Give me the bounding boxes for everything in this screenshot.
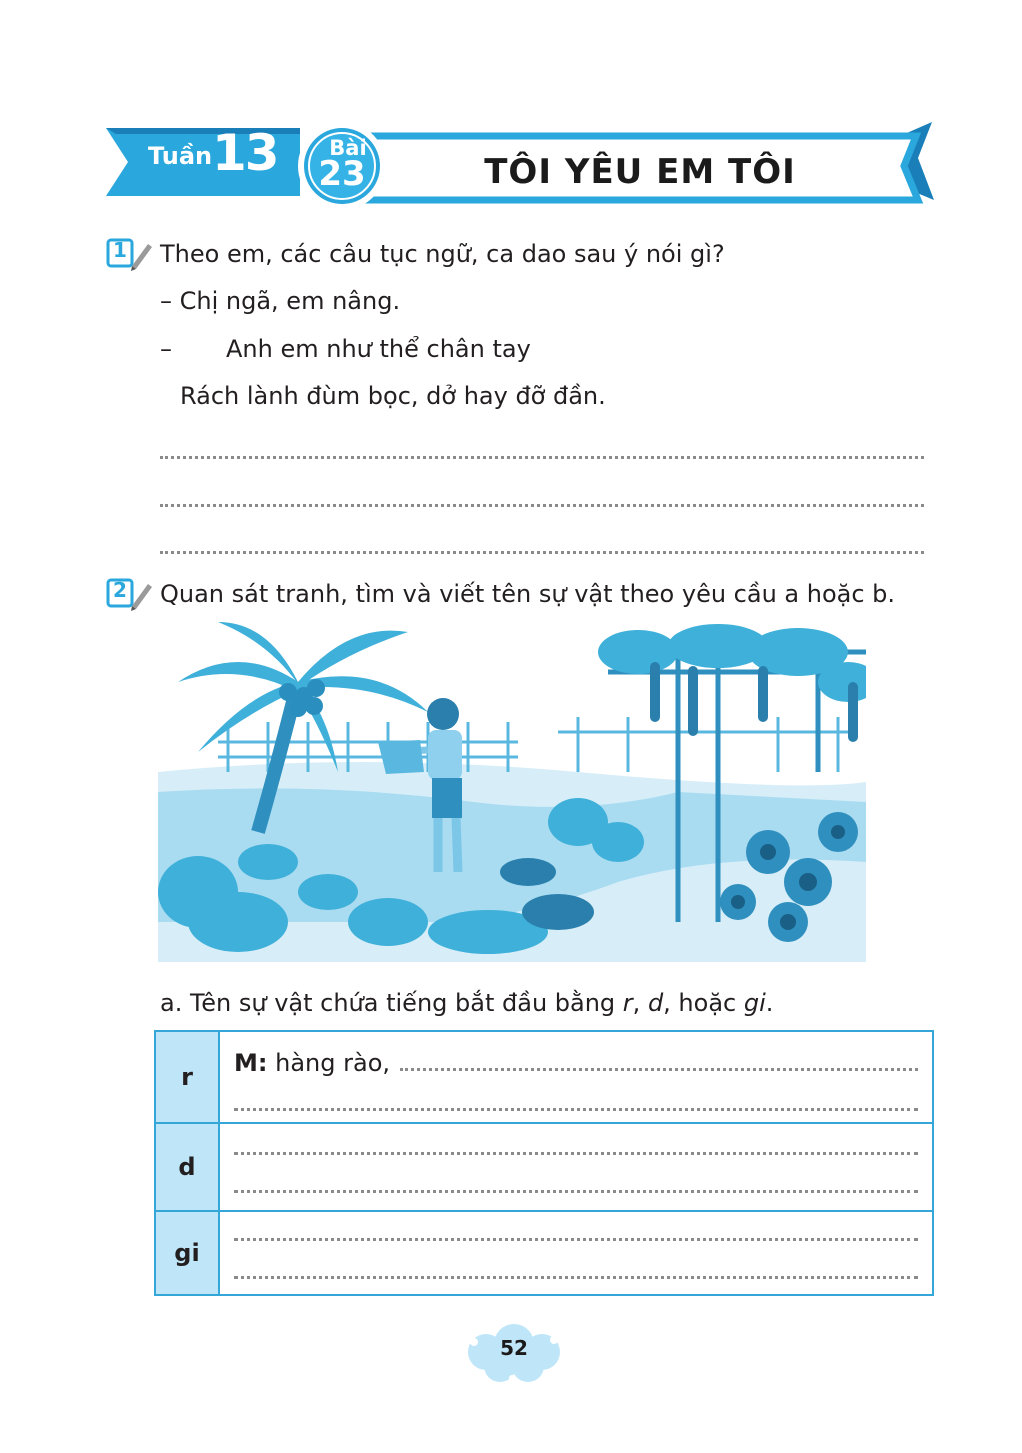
answer-table	[154, 1030, 934, 1296]
exercise-1-number: 1	[113, 238, 127, 262]
week-number: 13	[212, 124, 278, 182]
proverb-2-line-2: Rách lành đùm bọc, dở hay đỡ đần.	[180, 382, 606, 410]
proverb-2-line-1: Anh em như thể chân tay	[226, 335, 531, 363]
exercise-2-prompt: Quan sát tranh, tìm và viết tên sự vật theo yêu cầu a hoặc b.	[160, 580, 896, 608]
lesson-number: 23	[318, 154, 366, 194]
proverb-1: – Chị ngã, em nâng.	[160, 287, 401, 315]
answer-line[interactable]	[160, 456, 924, 459]
lesson-label: Bài	[329, 136, 367, 160]
page-number: 52	[500, 1336, 528, 1360]
proverb-2-dash: –	[160, 335, 172, 363]
example-entry: M: hàng rào,	[234, 1049, 391, 1077]
answer-line[interactable]	[160, 551, 924, 554]
exercise-1-prompt: Theo em, các câu tục ngữ, ca dao sau ý nói gì?	[160, 240, 725, 268]
row-key-gi: gi	[156, 1212, 220, 1294]
answer-line[interactable]	[234, 1238, 918, 1241]
row-key-d: d	[156, 1124, 220, 1210]
answer-line[interactable]	[234, 1108, 918, 1111]
row-key-r: r	[156, 1032, 220, 1122]
table-row	[156, 1032, 932, 1122]
part-a-instruction: a. Tên sự vật chứa tiếng bắt đầu bằng r, d, hoặc gi.	[160, 989, 774, 1017]
answer-line[interactable]	[234, 1276, 918, 1279]
answer-line[interactable]	[400, 1068, 918, 1071]
answer-line[interactable]	[160, 504, 924, 507]
exercise-2-number: 2	[113, 578, 127, 602]
table-row	[156, 1122, 932, 1210]
header-banner	[0, 0, 1022, 230]
week-label: Tuần	[148, 142, 213, 170]
lesson-title: TÔI YÊU EM TÔI	[484, 152, 796, 192]
answer-line[interactable]	[234, 1152, 918, 1155]
garden-illustration	[158, 622, 866, 962]
table-row	[156, 1210, 932, 1294]
answer-line[interactable]	[234, 1190, 918, 1193]
